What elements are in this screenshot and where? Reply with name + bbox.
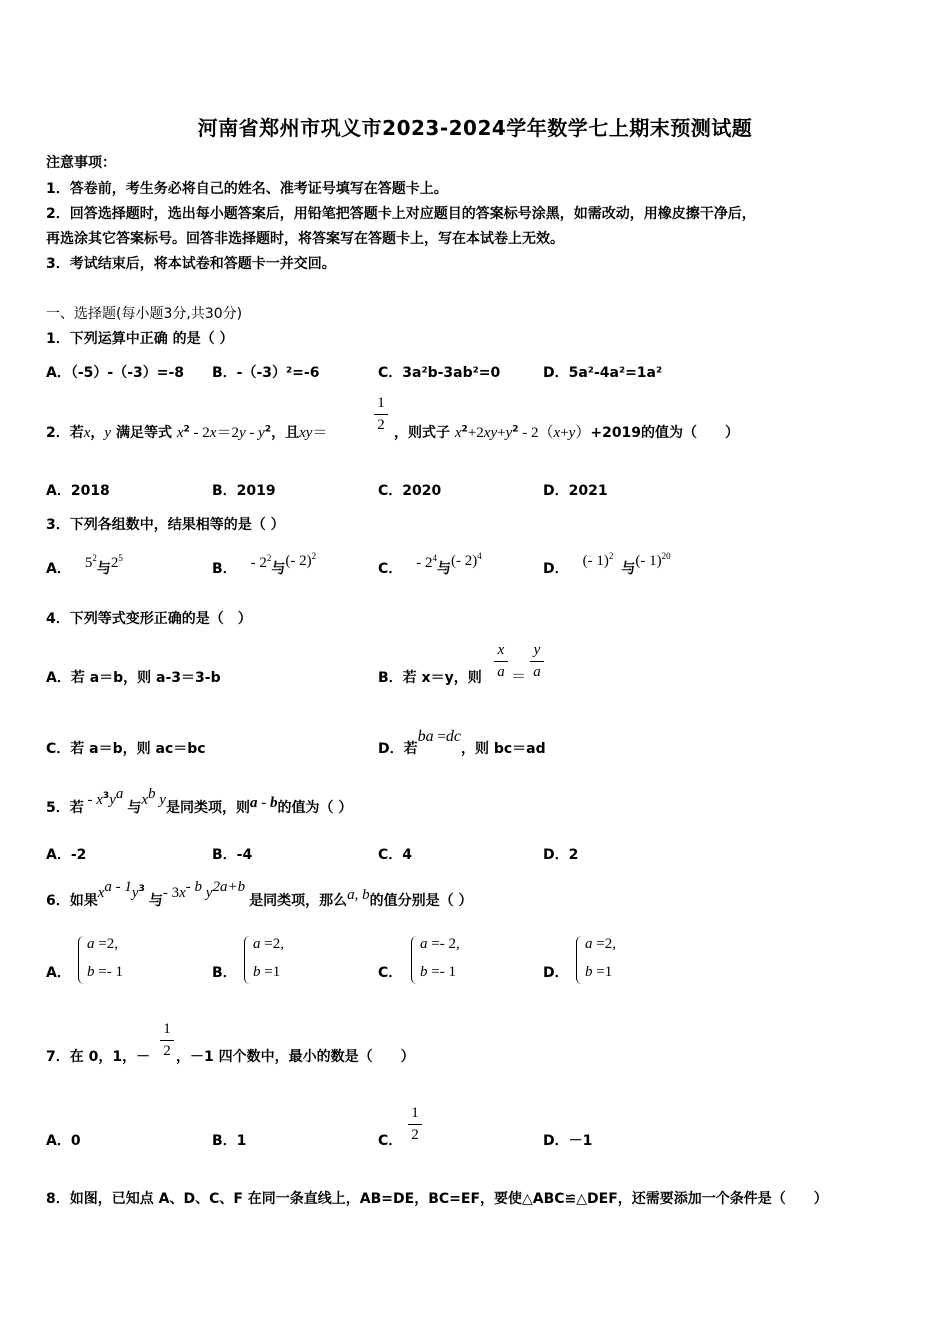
q5-stem-mid2: 是同类项，则 xyxy=(165,800,250,816)
q2-stem-mid: 满足等式 xyxy=(115,425,172,441)
notice-line-3: 3．考试结束后，将本试卷和答题卡一并交回。 xyxy=(46,256,336,272)
q6-option-d-label[interactable]: D． xyxy=(543,965,569,981)
q1-option-b[interactable]: B．-（-3）²=-6 xyxy=(212,365,320,381)
q3-option-c[interactable]: C． - $2^4$与(- 2)$^4$ xyxy=(378,551,482,577)
q7-option-c-fraction: 1 2 xyxy=(408,1105,422,1144)
q5-stem-post: 的值为（ ） xyxy=(277,800,353,816)
q3-c-label: C． xyxy=(378,561,403,577)
q6-option-d-system[interactable]: a =2, b =1 xyxy=(576,936,656,986)
question-8-stem: 8．如图，已知点 A、D、C、F 在同一条直线上，AB=DE，BC=EF，要使△ABC≌△DEF，还需要添加一个条件是（ ） xyxy=(46,1191,828,1207)
q3-a-label: A． xyxy=(46,561,71,577)
q6-option-a-system[interactable]: a =2, b =- 1 xyxy=(78,936,158,986)
q2-option-c[interactable]: C．2020 xyxy=(378,483,442,499)
q3-c-yu: 与 xyxy=(437,561,452,577)
q5-option-a[interactable]: A．-2 xyxy=(46,847,87,863)
question-7-stem-pre: 7．在 0，1，－ xyxy=(46,1049,151,1065)
question-5-stem: 5．若 - $x^3y^a$与$x^b$ y是同类项，则a - b的值为（ ） xyxy=(46,786,353,816)
question-2-stem-end: ，则式子 $x^2+2xy+y^2 - 2(x+y)+2019$的值为（ ） xyxy=(394,424,740,441)
q2-fraction-den: 2 xyxy=(377,417,385,433)
q3-d-yu: 与 xyxy=(621,561,636,577)
q4-d-pre: D．若 xyxy=(378,741,418,757)
q5-stem-pre: 5．若 xyxy=(46,800,84,816)
q6-option-c-label[interactable]: C． xyxy=(378,965,403,981)
q3-option-d[interactable]: D． (- 1)$^2$与(- 1)$^{20}$ xyxy=(543,551,671,577)
q2-fraction-num: 1 xyxy=(377,395,385,411)
q2-option-b[interactable]: B．2019 xyxy=(212,483,276,499)
q7-option-c[interactable]: C． xyxy=(378,1133,403,1149)
question-7-stem-post: ，－1 四个数中，最小的数是（ ） xyxy=(176,1049,415,1065)
q1-option-c[interactable]: C．3a²b-3ab²=0 xyxy=(378,365,501,381)
q3-option-a[interactable]: A． $5^2$与$2^5$ xyxy=(46,553,123,577)
q4-option-a[interactable]: A．若 a＝b，则 a-3＝3-b xyxy=(46,670,221,686)
q5-option-c[interactable]: C．4 xyxy=(378,847,413,863)
q4-b-equals: ＝ xyxy=(511,669,527,685)
q4-b-pre: B．若 x＝y，则 xyxy=(378,670,482,686)
question-4-stem: 4．下列等式变形正确的是（ ） xyxy=(46,611,252,627)
notice-line-2b: 再选涂其它答案标号。回答非选择题时，将答案写在答题卡上，写在本试卷上无效。 xyxy=(46,231,564,247)
q2-fraction xyxy=(374,395,388,434)
q4-option-c[interactable]: C．若 a＝b，则 ac＝bc xyxy=(46,741,206,757)
notice-line-2a: 2．回答选择题时，选出每小题答案后，用铅笔把答题卡上对应题目的答案标号涂黑，如需改动，用橡皮擦干净后， xyxy=(46,206,756,222)
q1-option-a[interactable]: A．（-5）-（-3）=-8 xyxy=(46,365,185,381)
q4-d-post: ，则 bc＝ad xyxy=(460,741,546,757)
q6-stem-mid: 与 xyxy=(148,893,163,909)
q4-b-frac-left: x a xyxy=(494,642,508,681)
q4-option-d[interactable]: D．若ba =dc，则 bc＝ad xyxy=(378,728,546,757)
q5-option-b[interactable]: B．-4 xyxy=(212,847,253,863)
notice-heading: 注意事项： xyxy=(46,155,116,171)
q4-b-frac-right: y a xyxy=(530,642,544,681)
q7-option-a[interactable]: A．0 xyxy=(46,1133,81,1149)
q1-option-d[interactable]: D．5a²-4a²=1a² xyxy=(543,365,663,381)
q5-stem-mid: 与 xyxy=(127,800,142,816)
q5-option-d[interactable]: D．2 xyxy=(543,847,579,863)
q7-option-b[interactable]: B．1 xyxy=(212,1133,247,1149)
q6-option-c-system[interactable]: a =- 2, b =- 1 xyxy=(411,936,491,986)
q2-option-d[interactable]: D．2021 xyxy=(543,483,608,499)
question-1-stem: 1．下列运算中正确 的是（ ） xyxy=(46,331,234,347)
q6-stem-mid2: 是同类项，那么 xyxy=(249,893,348,909)
q3-d-label: D． xyxy=(543,561,569,577)
q6-stem-post: 的值分别是（ ） xyxy=(369,893,473,909)
q2-stem-mid2: ，且 xyxy=(271,425,300,441)
page-title: 河南省郑州市巩义市2023-2024学年数学七上期末预测试题 xyxy=(197,116,753,140)
q3-b-yu: 与 xyxy=(271,561,286,577)
q2-stem-end: ，则式子 xyxy=(394,425,450,441)
q4-option-b[interactable] xyxy=(378,667,482,687)
question-3-stem: 3．下列各组数中，结果相等的是（ ） xyxy=(46,517,285,533)
q3-option-b[interactable]: B． - $2^2$与(- 2)$^2$ xyxy=(212,551,317,577)
notice-line-1: 1．答卷前，考生务必将自己的姓名、准考证号填写在答题卡上。 xyxy=(46,181,448,197)
q2-option-a[interactable]: A．2018 xyxy=(46,483,110,499)
question-6-stem: 6．如果$x^{a - 1}y^3$与- $3x^{- b}$ $y^{2a+b}$是同类项，那么a, b的值分别是（ ） xyxy=(46,879,473,909)
q6-option-a-label[interactable]: A． xyxy=(46,965,71,981)
q6-option-b-system[interactable]: a =2, b =1 xyxy=(244,936,324,986)
q6-stem-pre: 6．如果 xyxy=(46,893,98,909)
q2-stem-tail: +2019的值为（ ） xyxy=(590,425,740,441)
q3-b-label: B． xyxy=(212,561,237,577)
section-heading: 一、选择题(每小题3分,共30分) xyxy=(46,306,243,322)
q2-stem-start: 2．若 xyxy=(46,425,84,441)
q3-a-yu: 与 xyxy=(96,561,111,577)
q6-option-b-label[interactable]: B． xyxy=(212,965,237,981)
q7-fraction: 1 2 xyxy=(160,1021,174,1060)
question-2-stem: 2．若x，y 满足等式 $x^2 - 2x=2y - y^2$，且xy＝ xyxy=(46,424,328,441)
q7-option-d[interactable]: D．－1 xyxy=(543,1133,593,1149)
